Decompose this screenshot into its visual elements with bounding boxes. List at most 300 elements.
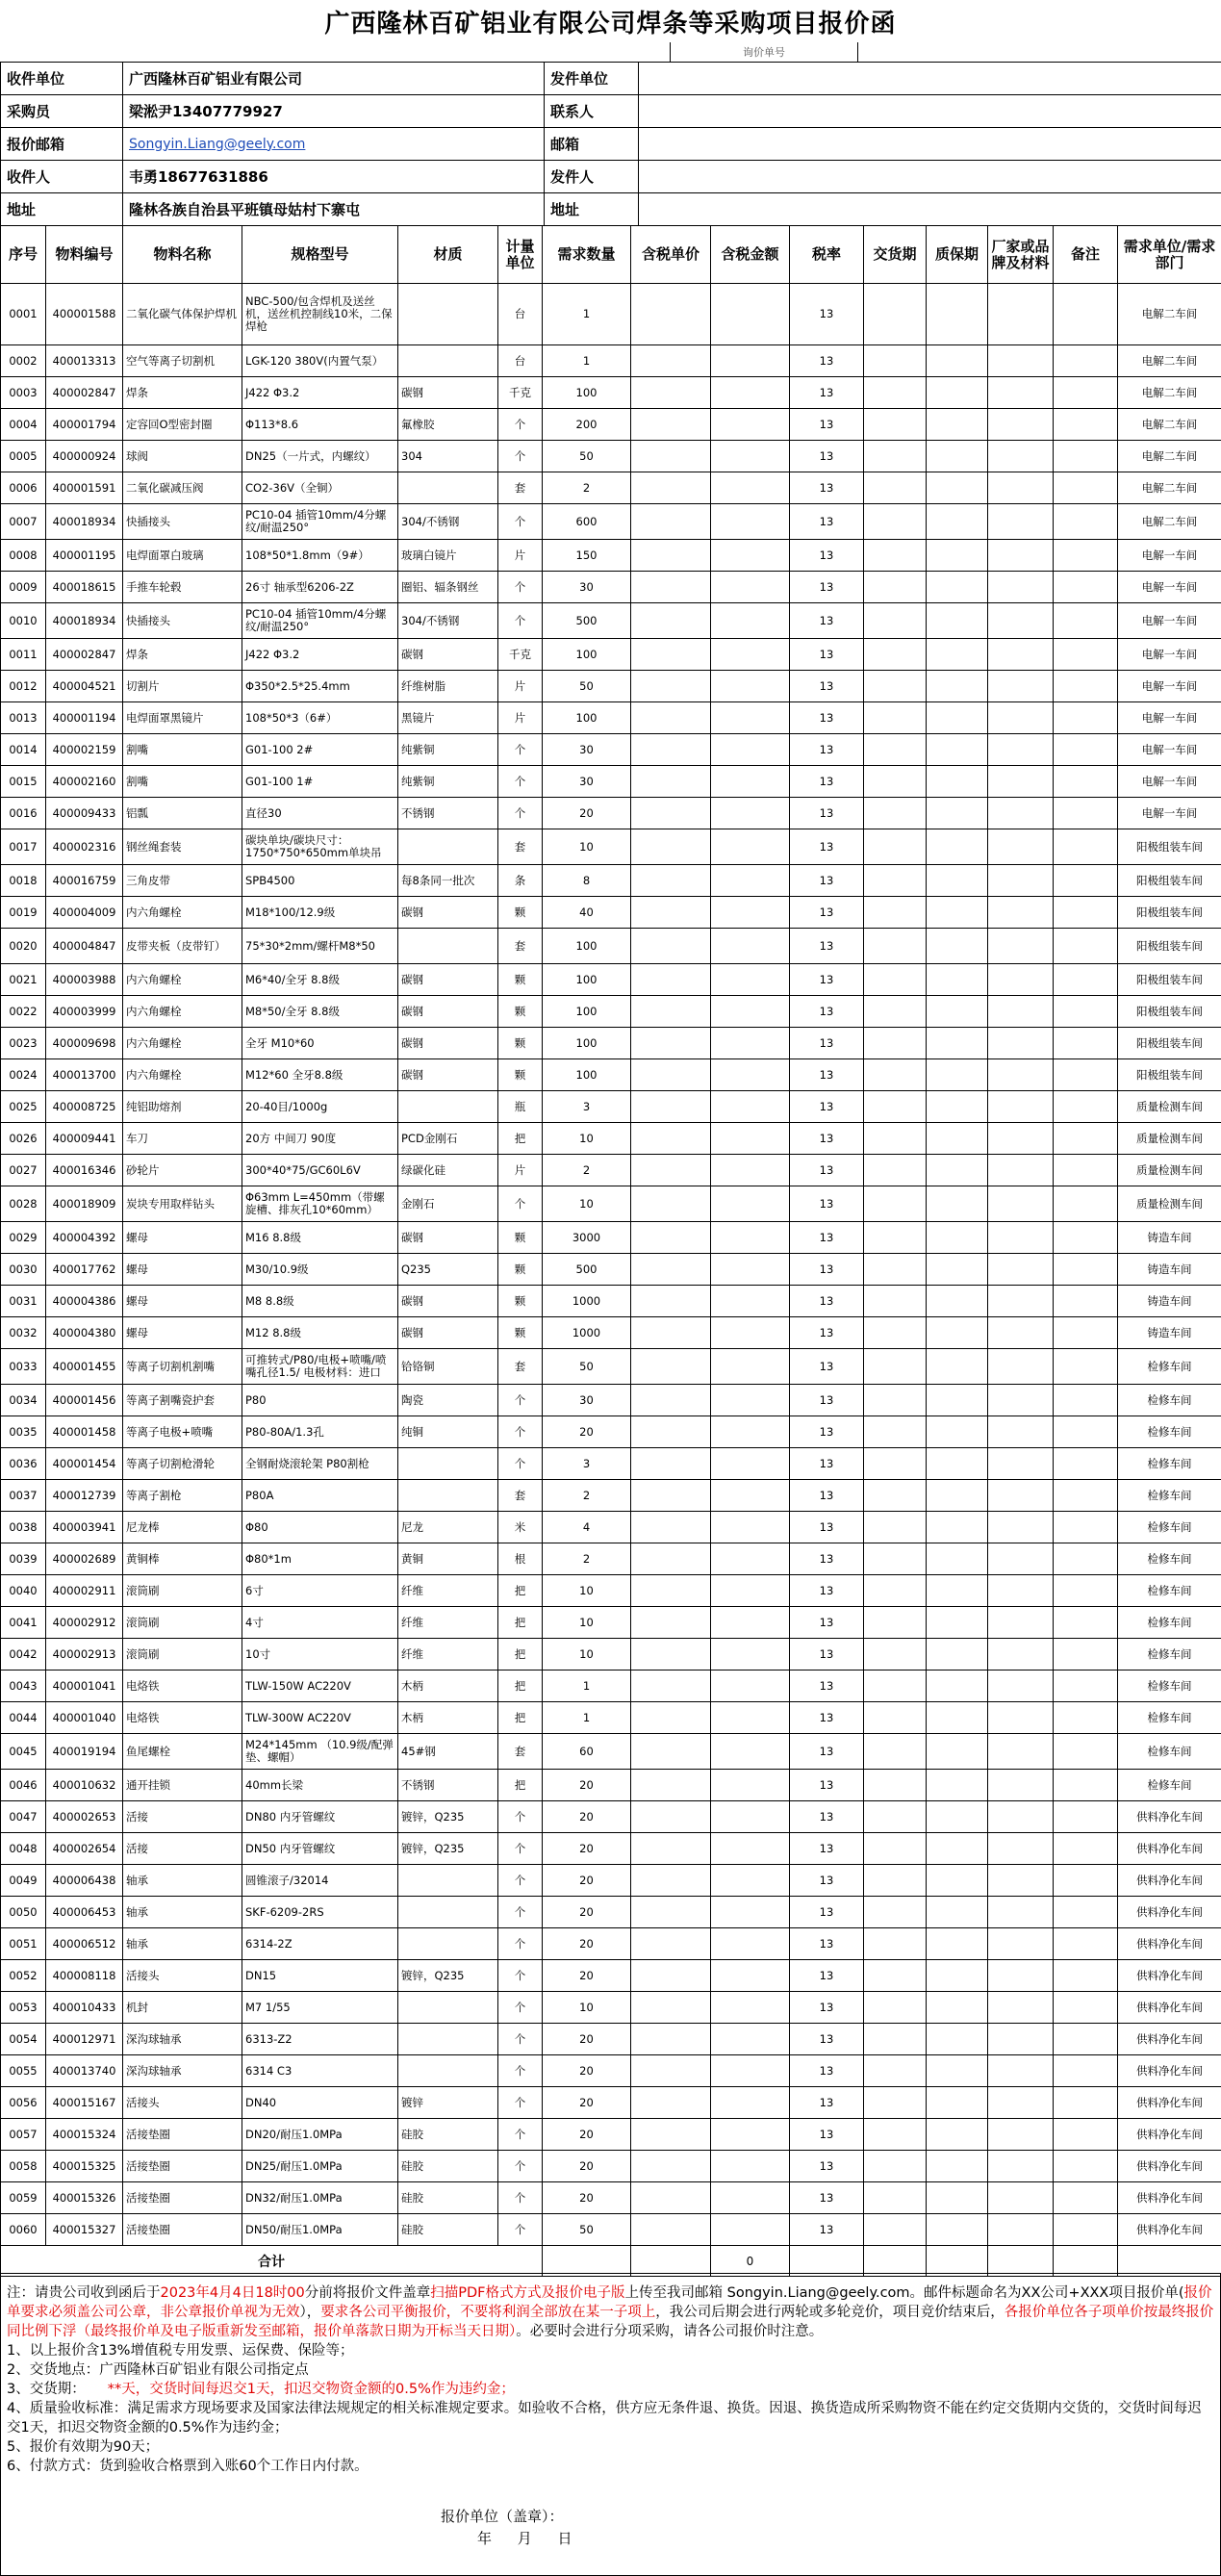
- cell-delivery[interactable]: [864, 1734, 927, 1770]
- cell-price[interactable]: [631, 2214, 711, 2246]
- cell-warranty[interactable]: [927, 1385, 988, 1416]
- cell-price[interactable]: [631, 1254, 711, 1286]
- cell-delivery[interactable]: [864, 1512, 927, 1543]
- cell-price[interactable]: [631, 409, 711, 441]
- cell-price[interactable]: [631, 1480, 711, 1512]
- cell-warranty[interactable]: [927, 829, 988, 865]
- cell-warranty[interactable]: [927, 2151, 988, 2182]
- cell-delivery[interactable]: [864, 1801, 927, 1833]
- cell-remark[interactable]: [1054, 1770, 1118, 1801]
- cell-amount[interactable]: [711, 639, 790, 671]
- cell-warranty[interactable]: [927, 671, 988, 702]
- cell-delivery[interactable]: [864, 702, 927, 734]
- cell-price[interactable]: [631, 540, 711, 572]
- cell-warranty[interactable]: [927, 472, 988, 504]
- cell-amount[interactable]: [711, 1448, 790, 1480]
- cell-brand[interactable]: [988, 2055, 1054, 2087]
- cell-delivery[interactable]: [864, 1928, 927, 1960]
- cell-brand[interactable]: [988, 1512, 1054, 1543]
- cell-warranty[interactable]: [927, 603, 988, 639]
- cell-brand[interactable]: [988, 929, 1054, 964]
- cell-warranty[interactable]: [927, 1734, 988, 1770]
- cell-remark[interactable]: [1054, 1607, 1118, 1639]
- cell-price[interactable]: [631, 1833, 711, 1865]
- cell-price[interactable]: [631, 1317, 711, 1349]
- cell-amount[interactable]: [711, 1091, 790, 1123]
- cell-remark[interactable]: [1054, 1960, 1118, 1992]
- cell-delivery[interactable]: [864, 540, 927, 572]
- cell-amount[interactable]: [711, 798, 790, 829]
- cell-price[interactable]: [631, 1702, 711, 1734]
- cell-amount[interactable]: [711, 929, 790, 964]
- cell-delivery[interactable]: [864, 2119, 927, 2151]
- cell-remark[interactable]: [1054, 540, 1118, 572]
- cell-remark[interactable]: [1054, 1512, 1118, 1543]
- cell-warranty[interactable]: [927, 504, 988, 540]
- cell-remark[interactable]: [1054, 1349, 1118, 1385]
- cell-delivery[interactable]: [864, 1222, 927, 1254]
- cell-price[interactable]: [631, 2087, 711, 2119]
- cell-remark[interactable]: [1054, 1543, 1118, 1575]
- cell-price[interactable]: [631, 504, 711, 540]
- cell-delivery[interactable]: [864, 1349, 927, 1385]
- cell-brand[interactable]: [988, 409, 1054, 441]
- cell-warranty[interactable]: [927, 1897, 988, 1928]
- cell-warranty[interactable]: [927, 996, 988, 1028]
- cell-amount[interactable]: [711, 504, 790, 540]
- cell-warranty[interactable]: [927, 409, 988, 441]
- cell-brand[interactable]: [988, 964, 1054, 996]
- cell-delivery[interactable]: [864, 929, 927, 964]
- cell-delivery[interactable]: [864, 2182, 927, 2214]
- cell-amount[interactable]: [711, 865, 790, 897]
- cell-warranty[interactable]: [927, 572, 988, 603]
- cell-price[interactable]: [631, 964, 711, 996]
- cell-price[interactable]: [631, 1222, 711, 1254]
- inquiry-number-field[interactable]: [858, 42, 1221, 62]
- cell-warranty[interactable]: [927, 1770, 988, 1801]
- cell-warranty[interactable]: [927, 1801, 988, 1833]
- cell-remark[interactable]: [1054, 1155, 1118, 1186]
- cell-brand[interactable]: [988, 1543, 1054, 1575]
- cell-remark[interactable]: [1054, 2055, 1118, 2087]
- cell-price[interactable]: [631, 1385, 711, 1416]
- cell-brand[interactable]: [988, 2024, 1054, 2055]
- cell-amount[interactable]: [711, 345, 790, 377]
- cell-brand[interactable]: [988, 572, 1054, 603]
- sender-address-field[interactable]: [639, 193, 1221, 226]
- cell-amount[interactable]: [711, 1992, 790, 2024]
- cell-amount[interactable]: [711, 766, 790, 798]
- cell-warranty[interactable]: [927, 1028, 988, 1059]
- cell-brand[interactable]: [988, 1639, 1054, 1671]
- cell-amount[interactable]: [711, 1317, 790, 1349]
- cell-remark[interactable]: [1054, 798, 1118, 829]
- cell-remark[interactable]: [1054, 2087, 1118, 2119]
- cell-brand[interactable]: [988, 1286, 1054, 1317]
- cell-delivery[interactable]: [864, 1960, 927, 1992]
- cell-delivery[interactable]: [864, 1286, 927, 1317]
- contact-field[interactable]: [639, 95, 1221, 128]
- quote-email-link[interactable]: Songyin.Liang@geely.com: [123, 128, 545, 161]
- cell-warranty[interactable]: [927, 1254, 988, 1286]
- cell-brand[interactable]: [988, 1928, 1054, 1960]
- cell-price[interactable]: [631, 1865, 711, 1897]
- cell-delivery[interactable]: [864, 572, 927, 603]
- cell-warranty[interactable]: [927, 702, 988, 734]
- cell-price[interactable]: [631, 2024, 711, 2055]
- cell-amount[interactable]: [711, 829, 790, 865]
- cell-price[interactable]: [631, 2119, 711, 2151]
- cell-delivery[interactable]: [864, 996, 927, 1028]
- cell-amount[interactable]: [711, 2214, 790, 2246]
- cell-amount[interactable]: [711, 702, 790, 734]
- cell-price[interactable]: [631, 996, 711, 1028]
- cell-remark[interactable]: [1054, 284, 1118, 345]
- cell-remark[interactable]: [1054, 1091, 1118, 1123]
- cell-amount[interactable]: [711, 1222, 790, 1254]
- cell-brand[interactable]: [988, 1317, 1054, 1349]
- cell-brand[interactable]: [988, 1155, 1054, 1186]
- cell-price[interactable]: [631, 1575, 711, 1607]
- cell-remark[interactable]: [1054, 1575, 1118, 1607]
- cell-price[interactable]: [631, 865, 711, 897]
- cell-warranty[interactable]: [927, 540, 988, 572]
- cell-warranty[interactable]: [927, 1059, 988, 1091]
- cell-remark[interactable]: [1054, 1123, 1118, 1155]
- cell-remark[interactable]: [1054, 702, 1118, 734]
- cell-amount[interactable]: [711, 540, 790, 572]
- cell-amount[interactable]: [711, 1059, 790, 1091]
- cell-warranty[interactable]: [927, 1702, 988, 1734]
- cell-price[interactable]: [631, 1286, 711, 1317]
- cell-brand[interactable]: [988, 504, 1054, 540]
- cell-warranty[interactable]: [927, 1512, 988, 1543]
- cell-brand[interactable]: [988, 1671, 1054, 1702]
- cell-amount[interactable]: [711, 472, 790, 504]
- cell-price[interactable]: [631, 734, 711, 766]
- cell-brand[interactable]: [988, 766, 1054, 798]
- cell-delivery[interactable]: [864, 1671, 927, 1702]
- cell-delivery[interactable]: [864, 284, 927, 345]
- cell-brand[interactable]: [988, 1897, 1054, 1928]
- cell-brand[interactable]: [988, 2087, 1054, 2119]
- cell-warranty[interactable]: [927, 1960, 988, 1992]
- cell-warranty[interactable]: [927, 2055, 988, 2087]
- cell-brand[interactable]: [988, 1575, 1054, 1607]
- cell-delivery[interactable]: [864, 1385, 927, 1416]
- cell-delivery[interactable]: [864, 639, 927, 671]
- cell-remark[interactable]: [1054, 671, 1118, 702]
- cell-amount[interactable]: [711, 2055, 790, 2087]
- cell-delivery[interactable]: [864, 1865, 927, 1897]
- cell-brand[interactable]: [988, 1416, 1054, 1448]
- cell-brand[interactable]: [988, 671, 1054, 702]
- cell-price[interactable]: [631, 2182, 711, 2214]
- cell-price[interactable]: [631, 1928, 711, 1960]
- cell-remark[interactable]: [1054, 572, 1118, 603]
- cell-amount[interactable]: [711, 1865, 790, 1897]
- cell-brand[interactable]: [988, 1480, 1054, 1512]
- cell-amount[interactable]: [711, 1123, 790, 1155]
- cell-amount[interactable]: [711, 377, 790, 409]
- cell-warranty[interactable]: [927, 2214, 988, 2246]
- cell-amount[interactable]: [711, 897, 790, 929]
- cell-amount[interactable]: [711, 1543, 790, 1575]
- cell-delivery[interactable]: [864, 734, 927, 766]
- cell-warranty[interactable]: [927, 284, 988, 345]
- cell-amount[interactable]: [711, 1512, 790, 1543]
- cell-price[interactable]: [631, 1543, 711, 1575]
- cell-delivery[interactable]: [864, 798, 927, 829]
- cell-brand[interactable]: [988, 829, 1054, 865]
- cell-delivery[interactable]: [864, 1254, 927, 1286]
- cell-price[interactable]: [631, 1897, 711, 1928]
- cell-remark[interactable]: [1054, 766, 1118, 798]
- cell-remark[interactable]: [1054, 1702, 1118, 1734]
- cell-delivery[interactable]: [864, 409, 927, 441]
- cell-amount[interactable]: [711, 1028, 790, 1059]
- cell-warranty[interactable]: [927, 865, 988, 897]
- cell-amount[interactable]: [711, 1897, 790, 1928]
- cell-amount[interactable]: [711, 441, 790, 472]
- cell-delivery[interactable]: [864, 1702, 927, 1734]
- cell-amount[interactable]: [711, 1671, 790, 1702]
- cell-remark[interactable]: [1054, 504, 1118, 540]
- cell-price[interactable]: [631, 284, 711, 345]
- cell-delivery[interactable]: [864, 1543, 927, 1575]
- cell-price[interactable]: [631, 1801, 711, 1833]
- cell-delivery[interactable]: [864, 1770, 927, 1801]
- cell-delivery[interactable]: [864, 829, 927, 865]
- cell-remark[interactable]: [1054, 865, 1118, 897]
- sender-field[interactable]: [639, 161, 1221, 193]
- cell-warranty[interactable]: [927, 1416, 988, 1448]
- cell-price[interactable]: [631, 639, 711, 671]
- cell-delivery[interactable]: [864, 377, 927, 409]
- cell-amount[interactable]: [711, 1833, 790, 1865]
- cell-warranty[interactable]: [927, 734, 988, 766]
- cell-delivery[interactable]: [864, 1186, 927, 1222]
- cell-brand[interactable]: [988, 1222, 1054, 1254]
- cell-remark[interactable]: [1054, 996, 1118, 1028]
- email-field[interactable]: [639, 128, 1221, 161]
- cell-remark[interactable]: [1054, 1801, 1118, 1833]
- cell-brand[interactable]: [988, 1385, 1054, 1416]
- cell-price[interactable]: [631, 671, 711, 702]
- cell-amount[interactable]: [711, 1639, 790, 1671]
- cell-warranty[interactable]: [927, 2087, 988, 2119]
- cell-amount[interactable]: [711, 671, 790, 702]
- cell-price[interactable]: [631, 345, 711, 377]
- cell-warranty[interactable]: [927, 1349, 988, 1385]
- cell-delivery[interactable]: [864, 1607, 927, 1639]
- cell-amount[interactable]: [711, 1385, 790, 1416]
- cell-remark[interactable]: [1054, 1317, 1118, 1349]
- cell-amount[interactable]: [711, 2182, 790, 2214]
- cell-price[interactable]: [631, 472, 711, 504]
- cell-price[interactable]: [631, 766, 711, 798]
- cell-price[interactable]: [631, 1448, 711, 1480]
- cell-price[interactable]: [631, 1349, 711, 1385]
- cell-brand[interactable]: [988, 1865, 1054, 1897]
- cell-price[interactable]: [631, 1028, 711, 1059]
- sender-unit-field[interactable]: [639, 63, 1221, 95]
- cell-brand[interactable]: [988, 441, 1054, 472]
- cell-warranty[interactable]: [927, 345, 988, 377]
- cell-warranty[interactable]: [927, 1123, 988, 1155]
- cell-remark[interactable]: [1054, 1897, 1118, 1928]
- cell-delivery[interactable]: [864, 441, 927, 472]
- cell-brand[interactable]: [988, 1028, 1054, 1059]
- cell-warranty[interactable]: [927, 1286, 988, 1317]
- cell-amount[interactable]: [711, 734, 790, 766]
- cell-price[interactable]: [631, 829, 711, 865]
- cell-price[interactable]: [631, 2151, 711, 2182]
- cell-remark[interactable]: [1054, 1254, 1118, 1286]
- cell-warranty[interactable]: [927, 766, 988, 798]
- cell-warranty[interactable]: [927, 1928, 988, 1960]
- cell-remark[interactable]: [1054, 1992, 1118, 2024]
- cell-delivery[interactable]: [864, 2087, 927, 2119]
- cell-remark[interactable]: [1054, 929, 1118, 964]
- cell-delivery[interactable]: [864, 2151, 927, 2182]
- cell-remark[interactable]: [1054, 1286, 1118, 1317]
- cell-delivery[interactable]: [864, 1123, 927, 1155]
- cell-price[interactable]: [631, 1186, 711, 1222]
- cell-delivery[interactable]: [864, 1897, 927, 1928]
- cell-delivery[interactable]: [864, 964, 927, 996]
- cell-warranty[interactable]: [927, 1186, 988, 1222]
- cell-delivery[interactable]: [864, 1639, 927, 1671]
- cell-warranty[interactable]: [927, 377, 988, 409]
- cell-remark[interactable]: [1054, 1448, 1118, 1480]
- cell-brand[interactable]: [988, 996, 1054, 1028]
- cell-delivery[interactable]: [864, 1155, 927, 1186]
- cell-amount[interactable]: [711, 2024, 790, 2055]
- cell-brand[interactable]: [988, 865, 1054, 897]
- cell-amount[interactable]: [711, 284, 790, 345]
- cell-brand[interactable]: [988, 1186, 1054, 1222]
- cell-price[interactable]: [631, 1123, 711, 1155]
- cell-price[interactable]: [631, 1770, 711, 1801]
- cell-warranty[interactable]: [927, 1865, 988, 1897]
- cell-warranty[interactable]: [927, 1575, 988, 1607]
- cell-warranty[interactable]: [927, 1543, 988, 1575]
- cell-remark[interactable]: [1054, 734, 1118, 766]
- cell-brand[interactable]: [988, 1091, 1054, 1123]
- cell-price[interactable]: [631, 603, 711, 639]
- cell-brand[interactable]: [988, 1770, 1054, 1801]
- cell-remark[interactable]: [1054, 829, 1118, 865]
- cell-brand[interactable]: [988, 1607, 1054, 1639]
- cell-brand[interactable]: [988, 1801, 1054, 1833]
- cell-delivery[interactable]: [864, 865, 927, 897]
- cell-remark[interactable]: [1054, 1028, 1118, 1059]
- cell-delivery[interactable]: [864, 345, 927, 377]
- cell-delivery[interactable]: [864, 2055, 927, 2087]
- cell-delivery[interactable]: [864, 671, 927, 702]
- cell-brand[interactable]: [988, 702, 1054, 734]
- cell-warranty[interactable]: [927, 1639, 988, 1671]
- cell-amount[interactable]: [711, 964, 790, 996]
- cell-warranty[interactable]: [927, 2119, 988, 2151]
- cell-brand[interactable]: [988, 1992, 1054, 2024]
- cell-remark[interactable]: [1054, 1833, 1118, 1865]
- cell-delivery[interactable]: [864, 603, 927, 639]
- cell-remark[interactable]: [1054, 964, 1118, 996]
- cell-brand[interactable]: [988, 284, 1054, 345]
- cell-remark[interactable]: [1054, 1480, 1118, 1512]
- cell-amount[interactable]: [711, 1801, 790, 1833]
- cell-delivery[interactable]: [864, 1448, 927, 1480]
- cell-amount[interactable]: [711, 2119, 790, 2151]
- cell-delivery[interactable]: [864, 766, 927, 798]
- cell-remark[interactable]: [1054, 1186, 1118, 1222]
- cell-brand[interactable]: [988, 1349, 1054, 1385]
- cell-amount[interactable]: [711, 1254, 790, 1286]
- cell-remark[interactable]: [1054, 2151, 1118, 2182]
- cell-warranty[interactable]: [927, 2024, 988, 2055]
- cell-brand[interactable]: [988, 540, 1054, 572]
- cell-delivery[interactable]: [864, 1317, 927, 1349]
- cell-warranty[interactable]: [927, 639, 988, 671]
- cell-remark[interactable]: [1054, 2182, 1118, 2214]
- cell-remark[interactable]: [1054, 1639, 1118, 1671]
- cell-remark[interactable]: [1054, 1416, 1118, 1448]
- cell-brand[interactable]: [988, 1734, 1054, 1770]
- cell-amount[interactable]: [711, 2087, 790, 2119]
- cell-amount[interactable]: [711, 1607, 790, 1639]
- cell-amount[interactable]: [711, 1734, 790, 1770]
- cell-amount[interactable]: [711, 1770, 790, 1801]
- cell-brand[interactable]: [988, 897, 1054, 929]
- cell-remark[interactable]: [1054, 2024, 1118, 2055]
- cell-price[interactable]: [631, 897, 711, 929]
- cell-amount[interactable]: [711, 409, 790, 441]
- cell-delivery[interactable]: [864, 1992, 927, 2024]
- cell-price[interactable]: [631, 572, 711, 603]
- cell-amount[interactable]: [711, 1928, 790, 1960]
- cell-warranty[interactable]: [927, 964, 988, 996]
- cell-warranty[interactable]: [927, 1480, 988, 1512]
- cell-price[interactable]: [631, 441, 711, 472]
- cell-price[interactable]: [631, 702, 711, 734]
- cell-delivery[interactable]: [864, 1059, 927, 1091]
- cell-price[interactable]: [631, 1416, 711, 1448]
- cell-brand[interactable]: [988, 1448, 1054, 1480]
- cell-brand[interactable]: [988, 1960, 1054, 1992]
- cell-amount[interactable]: [711, 1575, 790, 1607]
- cell-remark[interactable]: [1054, 1671, 1118, 1702]
- cell-price[interactable]: [631, 2055, 711, 2087]
- cell-amount[interactable]: [711, 1702, 790, 1734]
- cell-remark[interactable]: [1054, 1734, 1118, 1770]
- cell-remark[interactable]: [1054, 1928, 1118, 1960]
- cell-amount[interactable]: [711, 1480, 790, 1512]
- cell-price[interactable]: [631, 377, 711, 409]
- cell-remark[interactable]: [1054, 345, 1118, 377]
- cell-price[interactable]: [631, 1671, 711, 1702]
- cell-amount[interactable]: [711, 1960, 790, 1992]
- cell-delivery[interactable]: [864, 1028, 927, 1059]
- cell-brand[interactable]: [988, 1702, 1054, 1734]
- cell-brand[interactable]: [988, 639, 1054, 671]
- cell-warranty[interactable]: [927, 1155, 988, 1186]
- cell-remark[interactable]: [1054, 472, 1118, 504]
- cell-remark[interactable]: [1054, 639, 1118, 671]
- cell-brand[interactable]: [988, 1833, 1054, 1865]
